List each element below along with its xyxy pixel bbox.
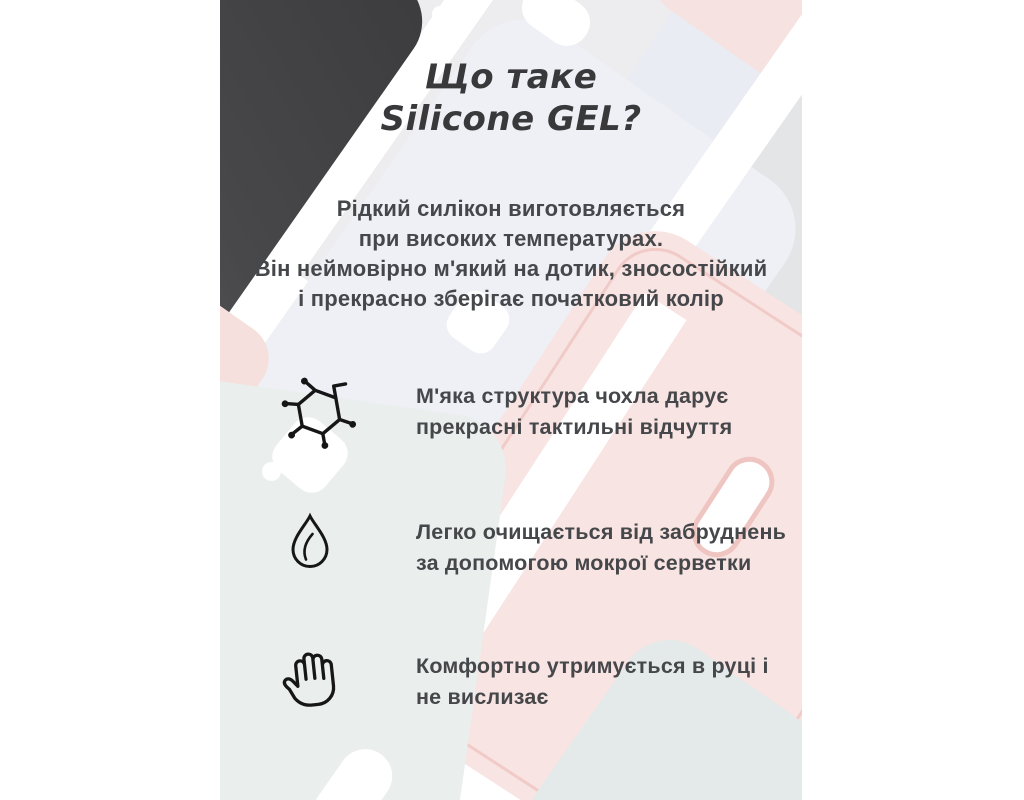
page-title-line-1: Що таке <box>424 57 598 97</box>
drop-icon <box>288 512 332 575</box>
camera-hole-cutout <box>432 6 448 22</box>
feature-line: прекрасні тактильні відчуття <box>416 414 733 439</box>
feature-line: М'яка структура чохла дарує <box>416 384 729 408</box>
intro-line: Рідкий силікон виготовляється <box>336 196 686 221</box>
feature-line: не вислизає <box>416 684 549 709</box>
molecule-icon <box>280 370 358 459</box>
feature-line: Легко очищається від забруднень <box>416 520 787 544</box>
hand-icon <box>278 646 338 717</box>
intro-line: і прекрасно зберігає початковий колір <box>298 286 724 311</box>
feature-text-easy-clean <box>416 517 786 578</box>
camera-hole-cutout <box>262 462 281 481</box>
intro-line: Він неймовірно м'який на дотик, зносостійкий <box>254 256 768 281</box>
page-title-line-2: Silicone GEL? <box>380 99 642 139</box>
feature-line: Комфортно утримується в руці і <box>416 654 769 678</box>
intro-line: при високих температурах. <box>358 226 664 251</box>
feature-line: за допомогою мокрої серветки <box>416 550 752 575</box>
intro-paragraph <box>220 194 802 314</box>
feature-text-soft-structure <box>416 381 732 442</box>
feature-text-grip <box>416 651 769 712</box>
content-area <box>220 0 802 800</box>
page-title <box>220 56 802 140</box>
